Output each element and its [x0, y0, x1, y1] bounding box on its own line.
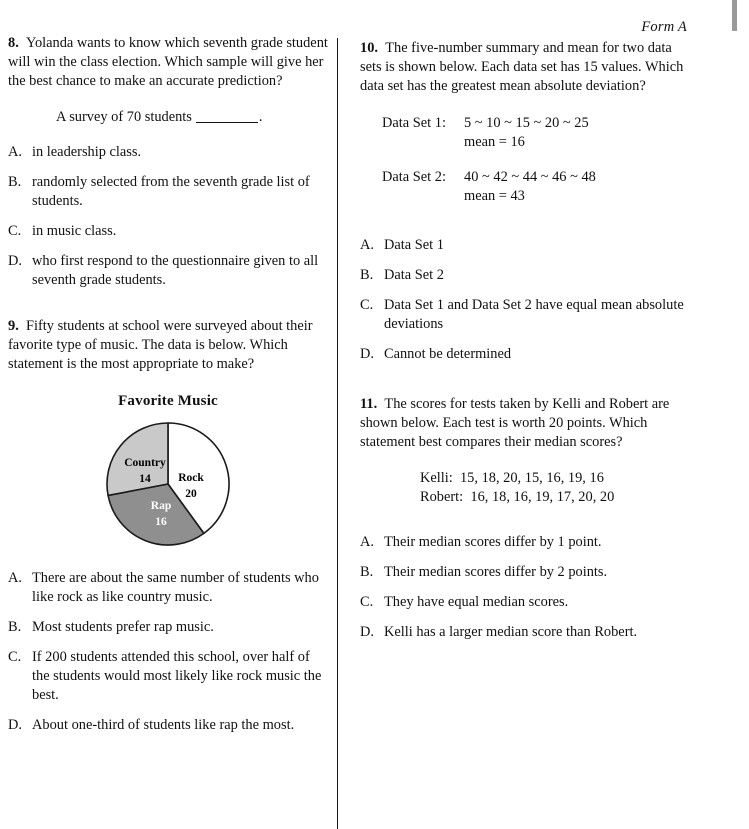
question-10-datasets [360, 114, 690, 206]
question-9-number: 9. [8, 318, 19, 335]
choice-letter: C. [360, 297, 374, 314]
choice-10-d[interactable] [360, 345, 690, 364]
choice-text: who first respond to the questionnaire given to all seventh grade students. [32, 253, 319, 289]
pie-label-rap-value: 16 [155, 516, 167, 528]
question-10 [360, 39, 690, 364]
choice-text: Their median scores differ by 2 points. [384, 564, 608, 581]
choice-letter: B. [360, 267, 374, 284]
choice-8-c[interactable] [8, 222, 328, 241]
form-label: Form A [641, 19, 687, 35]
pie-label-country-name: Country [124, 457, 166, 469]
chart-title: Favorite Music [118, 393, 218, 410]
choice-text: Data Set 1 [384, 237, 444, 254]
question-9 [8, 317, 328, 735]
choice-8-b[interactable] [8, 173, 328, 211]
choice-text: Most students prefer rap music. [32, 619, 214, 636]
question-9-choices [8, 569, 328, 735]
choice-text: There are about the same number of students who like rock as like country music. [32, 570, 319, 606]
choice-10-c[interactable] [360, 296, 690, 334]
left-column-top-spacer [8, 0, 328, 34]
choice-text: in music class. [32, 223, 117, 240]
choice-8-d[interactable] [8, 252, 328, 290]
question-9-text: Fifty students at school were surveyed about their favorite type of music. The data is below. Which statement is the most appropriate to make? [8, 318, 313, 373]
fill-in-blank[interactable] [196, 122, 258, 123]
choice-9-b[interactable] [8, 618, 328, 637]
choice-letter: C. [8, 223, 22, 240]
question-11-choices [360, 533, 690, 642]
dataset-1-name: Data Set 1: [382, 115, 446, 132]
choice-text: They have equal median scores. [384, 594, 569, 611]
choice-9-a[interactable] [8, 569, 328, 607]
choice-9-c[interactable] [8, 648, 328, 705]
question-10-number: 10. [360, 40, 378, 57]
choice-letter: D. [360, 624, 374, 641]
choice-letter: A. [360, 237, 374, 254]
pie-label-rock-value: 20 [185, 488, 197, 500]
question-8-prompt [56, 108, 328, 127]
dataset-1-mean: mean = 16 [464, 134, 525, 151]
score-values-kelli: 15, 18, 20, 15, 16, 19, 16 [459, 470, 604, 487]
score-name-kelli: Kelli : [420, 470, 460, 486]
choice-text: If 200 students attended this school, over half of the students would most likely like rock music the best. [32, 649, 322, 704]
question-8 [8, 34, 328, 290]
question-11-stem [360, 395, 690, 452]
question-8-number: 8. [8, 35, 19, 51]
choice-letter: C. [8, 649, 22, 666]
score-values-robert: 16, 18, 16, 19, 17, 20, 20 [470, 489, 615, 506]
choice-11-d[interactable] [360, 623, 690, 642]
favorite-music-chart [8, 392, 328, 549]
choice-text: Data Set 2 [384, 267, 444, 284]
choice-9-d[interactable] [8, 716, 328, 735]
dataset-2 [360, 168, 690, 206]
choice-letter: C. [360, 594, 374, 611]
choice-text: Cannot be determined [384, 346, 512, 363]
dataset-2-row [382, 168, 690, 187]
choice-letter: A. [8, 570, 22, 586]
choice-10-a[interactable] [360, 236, 690, 255]
question-8-prompt-prefix: A survey of 70 students [56, 109, 192, 126]
score-name-robert: Robert : [420, 489, 470, 505]
question-11 [360, 395, 690, 642]
dataset-2-name: Data Set 2: [382, 169, 446, 186]
right-column [360, 0, 690, 642]
choice-letter: A. [360, 534, 374, 551]
choice-letter: B. [8, 619, 22, 636]
choice-text: in leadership class. [32, 144, 142, 161]
question-8-text: Yolanda wants to know which seventh grade student will win the class election. Which sample will give her the best chance to make an accurate prediction? [8, 35, 328, 90]
question-9-stem [8, 317, 328, 374]
pie-label-rock-name: Rock [178, 472, 204, 484]
pie-label-country-value: 14 [139, 473, 151, 485]
choice-text: randomly selected from the seventh grade list of students. [32, 174, 310, 210]
question-11-scores [420, 469, 690, 507]
question-11-text: The scores for tests taken by Kelli and Robert are shown below. Each test is worth 20 points. Which statement best compares their median scores? [360, 396, 670, 451]
scan-edge-artifact [732, 0, 737, 31]
choice-text: Data Set 1 and Data Set 2 have equal mean absolute deviations [384, 297, 684, 333]
question-10-stem [360, 39, 690, 96]
dataset-2-mean: mean = 43 [464, 188, 525, 205]
left-column [8, 0, 328, 735]
choice-letter: D. [360, 346, 374, 363]
pie-label-rap-name: Rap [150, 500, 172, 512]
question-10-text: The five-number summary and mean for two data sets is shown below. Each data set has 15 values. Which data set has the greatest mean absolute deviation? [360, 40, 684, 95]
score-row-kelli [420, 469, 690, 488]
choice-letter: B. [360, 564, 374, 581]
dataset-1-row [382, 114, 690, 133]
choice-letter: D. [8, 717, 22, 734]
choice-text: About one-third of students like rap the most. [32, 717, 295, 734]
choice-text: Their median scores differ by 1 point. [384, 534, 602, 551]
pie-chart [103, 419, 233, 549]
choice-8-a[interactable] [8, 143, 328, 162]
choice-text: Kelli has a larger median score than Robert. [384, 624, 638, 641]
choice-letter: B. [8, 174, 22, 191]
question-11-number: 11. [360, 396, 378, 413]
choice-letter: D. [8, 253, 22, 270]
question-8-prompt-suffix: . [258, 109, 263, 126]
choice-10-b[interactable] [360, 266, 690, 285]
choice-11-b[interactable] [360, 563, 690, 582]
question-8-choices [8, 143, 328, 290]
choice-11-c[interactable] [360, 593, 690, 612]
choice-letter: A. [8, 144, 22, 161]
dataset-1-values: 5 ~ 10 ~ 15 ~ 20 ~ 25 [464, 115, 589, 132]
column-divider [337, 38, 338, 829]
question-8-stem [8, 34, 328, 91]
score-row-robert [420, 488, 690, 507]
dataset-1 [360, 114, 690, 152]
question-10-choices [360, 236, 690, 364]
dataset-2-values: 40 ~ 42 ~ 44 ~ 46 ~ 48 [464, 169, 596, 186]
choice-11-a[interactable] [360, 533, 690, 552]
